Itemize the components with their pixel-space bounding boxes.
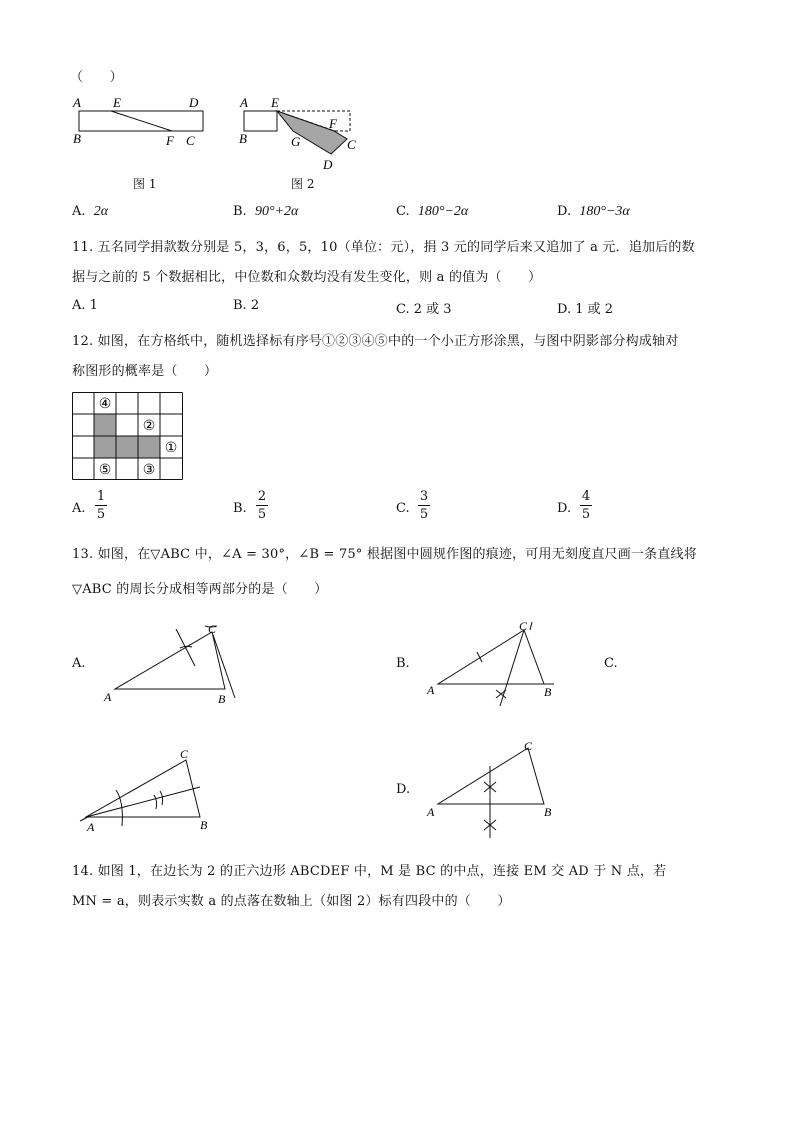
q11-option-b[interactable]: B. 2: [233, 298, 260, 313]
q12-option-d-numerator: 4: [581, 489, 591, 504]
fig1-label-f: F: [166, 133, 174, 148]
grid-mark-5: ⑤: [98, 463, 112, 478]
q10-option-b-letter: B.: [233, 204, 247, 219]
fig2-label-e: E: [271, 95, 279, 110]
grid-mark-1: ①: [164, 441, 178, 456]
q13-option-b[interactable]: B.: [396, 656, 410, 671]
q13c-label-c: C: [180, 747, 189, 761]
q10-option-d-letter: D.: [557, 204, 572, 219]
q12-option-c-numerator: 3: [419, 489, 429, 504]
q13b-label-a: A: [427, 683, 435, 697]
fig2-label-g: G: [291, 134, 301, 149]
q12-option-d-fraction: [580, 489, 592, 522]
q10-option-a-letter: A.: [72, 204, 86, 219]
fig1-label-d: D: [189, 95, 199, 110]
q10-option-a-value: 2α: [93, 204, 109, 219]
q12-option-d-letter[interactable]: D.: [557, 501, 572, 516]
grid-mark-2: ②: [142, 419, 156, 434]
q13a-label-b: B: [218, 692, 226, 706]
q12-option-b-letter[interactable]: B.: [233, 501, 247, 516]
q12-option-a-fraction: [95, 489, 107, 522]
q13-text-line-2: ▽ABC 的周长分成相等两部分的是（ ）: [72, 582, 328, 597]
q10-option-d-value: 180°−3α: [579, 204, 630, 219]
fig1-label-c: C: [186, 133, 195, 148]
fig2-label-c: C: [347, 137, 356, 152]
q13d-label-c: C: [524, 739, 533, 753]
q10-option-b-value: 90°+2α: [254, 204, 299, 219]
q13c-label-a: A: [87, 820, 95, 834]
q13d-label-a: A: [427, 805, 435, 819]
q12-option-a-denominator: 5: [96, 507, 106, 522]
grid-mark-3: ③: [142, 463, 156, 478]
q13a-label-c: C: [208, 622, 217, 636]
fig2-label-f: F: [329, 116, 337, 131]
q10-option-a[interactable]: [72, 204, 108, 220]
q13b-label-b: B: [544, 685, 552, 699]
q12-option-c-fraction: [418, 489, 430, 522]
grid-mark-4: ④: [98, 397, 112, 412]
q12-option-a-numerator: 1: [96, 489, 106, 504]
fig1-label-a: A: [73, 95, 81, 110]
fig1-label-b: B: [73, 131, 81, 146]
q13-option-d-figure: [424, 738, 564, 838]
q12-option-b-fraction: [256, 489, 268, 522]
fig2-label-d: D: [323, 157, 333, 172]
q10-figure-2: [235, 92, 365, 172]
q10-figure-2-caption: 图 2: [291, 177, 315, 191]
q12-option-d-denominator: 5: [581, 507, 591, 522]
q10-option-d[interactable]: [557, 204, 630, 220]
q12-option-c-denominator: 5: [419, 507, 429, 522]
q12-option-c-letter[interactable]: C.: [396, 501, 410, 516]
q12-text-line-1: 12. 如图，在方格纸中，随机选择标有序号①②③④⑤中的一个小正方形涂黑，与图中阴影部分构成轴对: [72, 334, 679, 349]
q10-option-c-value: 180°−2α: [417, 204, 469, 219]
q14-text-line-1: 14. 如图 1，在边长为 2 的正六边形 ABCDEF 中，M 是 BC 的中点，连接 EM 交 AD 于 N 点，若: [72, 864, 667, 879]
q13-option-c[interactable]: C.: [604, 656, 618, 671]
q13b-label-c: C: [519, 619, 528, 633]
q13-option-a-figure: [100, 620, 250, 710]
q13-option-a[interactable]: A.: [72, 656, 86, 671]
q13-option-b-figure: [424, 618, 564, 713]
q12-grid-figure: [72, 392, 184, 482]
q10-option-b[interactable]: [233, 204, 298, 220]
q13-option-d[interactable]: D.: [396, 782, 411, 797]
q13c-label-b: B: [200, 818, 208, 832]
q13-option-c-figure: [76, 745, 226, 835]
q12-option-a-letter[interactable]: A.: [72, 501, 86, 516]
q11-option-a[interactable]: A. 1: [72, 298, 98, 313]
q11-text-line-2: 据与之前的 5 个数据相比，中位数和众数均没有发生变化，则 a 的值为（ ）: [72, 270, 542, 285]
fig1-label-e: E: [113, 95, 121, 110]
fig2-label-a: A: [240, 95, 248, 110]
q13a-label-a: A: [104, 690, 112, 704]
q10-option-c[interactable]: [396, 204, 468, 220]
q13-text-line-1: 13. 如图，在▽ABC 中，∠A = 30°，∠B = 75° 根据图中圆规作图的痕迹，可用无刻度直尺画一条直线将: [72, 547, 697, 562]
q12-option-b-denominator: 5: [257, 507, 267, 522]
q11-option-c[interactable]: C. 2 或 3: [396, 302, 452, 317]
q10-answer-paren: （ ）: [70, 70, 123, 85]
q11-option-d[interactable]: D. 1 或 2: [557, 302, 614, 317]
q10-figure-1-caption: 图 1: [133, 177, 157, 191]
q13d-label-b: B: [544, 805, 552, 819]
q10-figure-1: [68, 92, 218, 154]
q11-text-line-1: 11. 五名同学捐款数分别是 5，3，6，5，10（单位：元），捐 3 元的同学后来又追加了 a 元．追加后的数: [72, 240, 695, 255]
q14-text-line-2: MN = a，则表示实数 a 的点落在数轴上（如图 2）标有四段中的（ ）: [72, 894, 511, 909]
fig2-label-b: B: [239, 131, 247, 146]
q12-option-b-numerator: 2: [257, 489, 267, 504]
q12-text-line-2: 称图形的概率是（ ）: [72, 364, 218, 379]
q10-option-c-letter: C.: [396, 204, 410, 219]
